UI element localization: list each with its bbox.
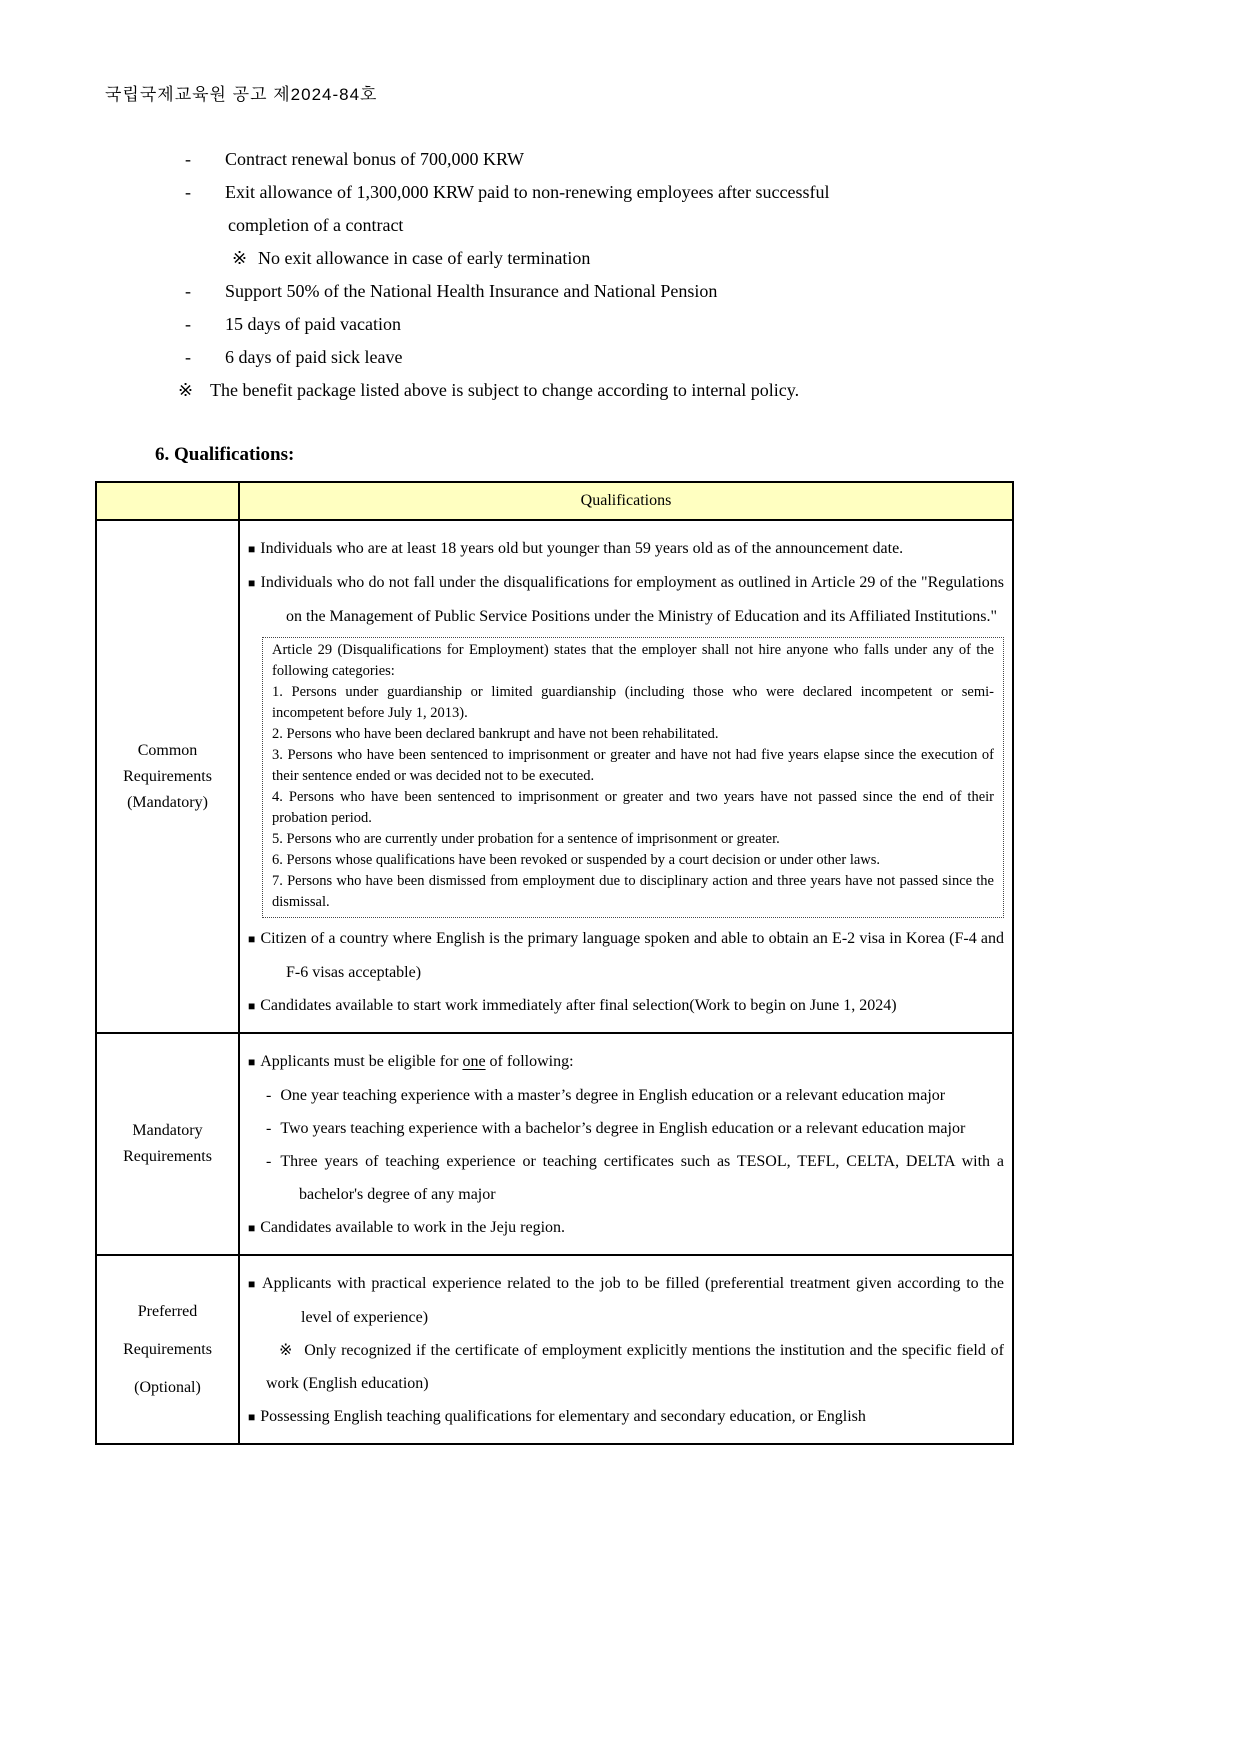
sub-item [248, 1079, 1004, 1112]
article-box-item: 2. Persons who have been declared bankrupt and have not been rehabilitated. [272, 726, 719, 742]
bullet-paragraph [248, 532, 1004, 566]
list-item-text [225, 176, 1241, 242]
sub-item-text: Two years teaching experience with a bachelor’s degree in English education or a relevant education major [280, 1120, 966, 1137]
paragraph-text: Citizen of a country where English is the primary language spoken and able to obtain an E-2 visa in Korea (F-4 and F-6 visas acceptable) [260, 930, 1004, 981]
document-number: 국립국제교육원 공고 제2024-84호 [105, 85, 378, 104]
list-item-text: 15 days of paid vacation [225, 314, 401, 334]
reference-mark: ※ [279, 1342, 294, 1359]
bullet-paragraph [248, 989, 1004, 1023]
underlined-word: one [462, 1053, 486, 1070]
sub-item-text: One year teaching experience with a master’s degree in English education or a relevant education major [280, 1087, 946, 1104]
list-item-line: Exit allowance of 1,300,000 KRW paid to non-renewing employees after successful [225, 182, 830, 202]
list-subnote [232, 242, 1241, 275]
paragraph-text: Possessing English teaching qualifications for elementary and secondary education, or English [260, 1408, 866, 1425]
row-content-mandatory [239, 1033, 1013, 1255]
paragraph-text: Individuals who are at least 18 years old but younger than 59 years old as of the announcement date. [260, 540, 904, 557]
bullet-paragraph [248, 922, 1004, 989]
row-label-common: Common Requirements (Mandatory) [96, 520, 239, 1033]
reference-mark: ※ [178, 380, 194, 400]
table-row-mandatory [96, 1033, 1013, 1255]
dash-marker: - [185, 281, 191, 301]
list-item-text: Support 50% of the National Health Insurance and National Pension [225, 281, 718, 301]
square-bullet-icon: ■ [248, 542, 256, 556]
paragraph-text: Applicants must be eligible for [260, 1053, 463, 1070]
table-header-row [96, 482, 1013, 520]
qualifications-table [95, 481, 1014, 1445]
list-item [185, 143, 1241, 176]
table-row-preferred [96, 1255, 1013, 1444]
list-item [185, 308, 1241, 341]
list-subnote-text: No exit allowance in case of early termination [258, 248, 591, 268]
article-29-box [262, 637, 1004, 918]
list-item-line: completion of a contract [228, 215, 404, 235]
row-content-preferred [239, 1255, 1013, 1444]
list-item-text: 6 days of paid sick leave [225, 347, 403, 367]
sub-item [248, 1145, 1004, 1211]
list-item [185, 176, 1241, 242]
article-box-item: 3. Persons who have been sentenced to imprisonment or greater and have not had five years elapse since the execution of their sentence ended or was decided not to be executed. [272, 747, 994, 784]
list-item [185, 275, 1241, 308]
benefits-list [0, 143, 1241, 407]
dash-marker: - [185, 149, 191, 169]
paragraph-text: Applicants with practical experience related to the job to be filled (preferential treatment given according to the level of experience) [262, 1275, 1004, 1326]
article-box-item: 1. Persons under guardianship or limited guardianship (including those who were declared incompetent or semi-incompetent before July 1, 2013). [272, 684, 994, 721]
paragraph-text: Candidates available to work in the Jeju region. [260, 1219, 566, 1236]
list-item-text: Contract renewal bonus of 700,000 KRW [225, 149, 524, 169]
benefits-footnote [178, 374, 1241, 407]
article-box-item: 5. Persons who are currently under probation for a sentence of imprisonment or greater. [272, 831, 780, 847]
bullet-paragraph [248, 1211, 1004, 1245]
list-item [185, 341, 1241, 374]
paragraph-text: Individuals who do not fall under the disqualifications for employment as outlined in Article 29 of the "Regulations on the Management of Public Service Positions under the Ministry of Education and its Affiliated Institutions." [260, 574, 1005, 625]
sub-item [248, 1112, 1004, 1145]
dash-marker: - [266, 1120, 272, 1137]
dash-marker: - [266, 1087, 272, 1104]
section-title: 6. Qualifications: [155, 444, 295, 465]
cell-note [248, 1334, 1004, 1400]
cell-note-text: Only recognized if the certificate of employment explicitly mentions the institution and the specific field of work (English education) [266, 1342, 1004, 1392]
article-box-item: 4. Persons who have been sentenced to imprisonment or greater and two years have not passed since the end of their probation period. [272, 789, 994, 826]
reference-mark: ※ [232, 248, 248, 268]
square-bullet-icon: ■ [248, 1221, 256, 1235]
header-empty-cell [96, 482, 239, 520]
square-bullet-icon: ■ [248, 999, 256, 1013]
sub-item-text: Three years of teaching experience or teaching certificates such as TESOL, TEFL, CELTA, DELTA with a bachelor's degree of any major [280, 1153, 1004, 1203]
paragraph-text: Candidates available to start work immediately after final selection(Work to begin on June 1, 2024) [260, 997, 897, 1014]
bullet-paragraph [248, 1267, 1004, 1334]
bullet-paragraph [248, 566, 1004, 633]
bullet-paragraph [248, 1400, 1004, 1434]
article-box-intro: Article 29 (Disqualifications for Employment) states that the employer shall not hire anyone who falls under any of the following categories: [272, 642, 994, 679]
square-bullet-icon: ■ [248, 1410, 256, 1424]
benefits-footnote-text: The benefit package listed above is subject to change according to internal policy. [210, 380, 800, 400]
square-bullet-icon: ■ [248, 1055, 256, 1069]
dash-marker: - [266, 1153, 272, 1170]
dash-marker: - [185, 347, 191, 367]
header-qualifications-cell: Qualifications [239, 482, 1013, 520]
article-box-item: 7. Persons who have been dismissed from employment due to disciplinary action and three years have not passed since the dismissal. [272, 873, 994, 910]
row-label-mandatory: Mandatory Requirements [96, 1033, 239, 1255]
dash-marker: - [185, 314, 191, 334]
square-bullet-icon: ■ [248, 932, 256, 946]
square-bullet-icon: ■ [248, 576, 256, 590]
paragraph-text: of following: [485, 1053, 574, 1070]
article-box-item: 6. Persons whose qualifications have been revoked or suspended by a court decision or under other laws. [272, 852, 881, 868]
table-row-common [96, 520, 1013, 1033]
row-label-preferred: Preferred Requirements (Optional) [96, 1255, 239, 1444]
dash-marker: - [185, 182, 191, 202]
bullet-paragraph [248, 1045, 1004, 1079]
square-bullet-icon: ■ [248, 1277, 258, 1291]
row-content-common [239, 520, 1013, 1033]
